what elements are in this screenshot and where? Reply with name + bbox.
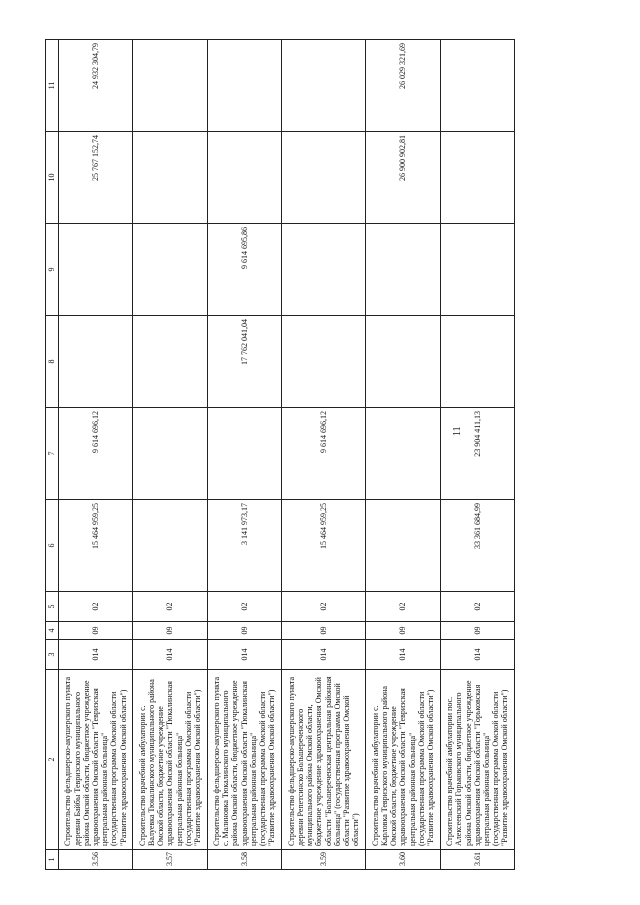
row-code-3: 014	[207, 640, 281, 670]
table-row	[133, 40, 207, 870]
row-amount-11	[133, 40, 207, 132]
row-code-3: 014	[133, 640, 207, 670]
table-row	[59, 40, 133, 870]
table-row	[281, 40, 365, 870]
row-description: Строительство фельдшерско-акушерского пункта деревни Репетсинско Большереченского муниципального района Омской области, бюджетное учреждение здравоохранения Омской области "Большереченская центральная районная больница" (государственная программа Омской области "Развитие здравоохранения Омской области")	[281, 670, 365, 850]
row-code-5: 02	[440, 592, 514, 622]
row-code-5: 02	[207, 592, 281, 622]
col-header-10: 10	[46, 132, 59, 224]
row-amount-9	[440, 224, 514, 316]
row-amount-6: 33 361 684,99	[440, 500, 514, 592]
budget-table	[45, 39, 515, 870]
row-code-4: 09	[207, 622, 281, 640]
row-amount-8: 17 762 041,04	[207, 316, 281, 408]
row-code-5: 02	[133, 592, 207, 622]
row-amount-11	[281, 40, 365, 132]
row-description: Строительство фельдшерско-акушерского пункта с. Малиновка Тюкалинского муниципального района Омской области, бюджетное учреждение здравоохранения Омской области "Тюкалинская центральная районная больница" (государственная программа Омской области "Развитие здравоохранения Омской области")	[207, 670, 281, 850]
row-number: 3.58	[207, 850, 281, 870]
row-code-4: 09	[133, 622, 207, 640]
row-description: Строительство врачебной амбулатории с. Карловка Тевризского муниципального района Омской области, бюджетное учреждение здравоохранения Омской области "Тевризская центральная районная больница" (государственная программа Омской области "Развитие здравоохранения Омской области")	[366, 670, 440, 850]
rotated-page	[45, 40, 515, 870]
row-amount-7	[366, 408, 440, 500]
row-amount-7: 9 614 696,12	[281, 408, 365, 500]
row-amount-8	[440, 316, 514, 408]
table-row	[366, 40, 440, 870]
row-amount-10	[440, 132, 514, 224]
row-amount-8	[281, 316, 365, 408]
row-description: Строительство врачебной амбулатории пос. Алексеевский Горьковского муниципального района Омской области, бюджетное учреждение здравоохранения Омской области "Горьковская центральная районная больница" (государственная программа Омской области "Развитие здравоохранения Омской области")	[440, 670, 514, 850]
row-code-3: 014	[440, 640, 514, 670]
row-amount-9	[133, 224, 207, 316]
table-row	[207, 40, 281, 870]
row-amount-9	[281, 224, 365, 316]
row-code-4: 09	[440, 622, 514, 640]
row-code-5: 02	[366, 592, 440, 622]
row-code-4: 09	[281, 622, 365, 640]
row-amount-7: 9 614 696,12	[59, 408, 133, 500]
page-number: 11	[452, 426, 463, 436]
row-amount-10: 25 767 152,74	[59, 132, 133, 224]
col-header-3: 3	[46, 640, 59, 670]
row-amount-7	[133, 408, 207, 500]
row-code-4: 09	[366, 622, 440, 640]
col-header-5: 5	[46, 592, 59, 622]
row-amount-10	[281, 132, 365, 224]
col-header-9: 9	[46, 224, 59, 316]
row-code-5: 02	[59, 592, 133, 622]
row-amount-10: 26 900 902,81	[366, 132, 440, 224]
row-amount-6: 15 464 959,25	[59, 500, 133, 592]
col-header-7: 7	[46, 408, 59, 500]
row-amount-8	[59, 316, 133, 408]
row-number: 3.61	[440, 850, 514, 870]
row-amount-8	[133, 316, 207, 408]
row-code-4: 09	[59, 622, 133, 640]
header-row	[46, 40, 59, 870]
row-amount-10	[133, 132, 207, 224]
col-header-11: 11	[46, 40, 59, 132]
row-code-3: 014	[281, 640, 365, 670]
row-code-5: 02	[281, 592, 365, 622]
row-amount-6	[133, 500, 207, 592]
row-amount-9	[59, 224, 133, 316]
row-code-3: 014	[59, 640, 133, 670]
row-code-3: 014	[366, 640, 440, 670]
row-description: Строительство фельдшерско-акушерского пункта деревни Байбы Тевризского муниципального района Омской области, бюджетное учреждение здравоохранения Омской области "Тевризская центральная районная больница" (государственная программа Омской области "Развитие здравоохранения Омской области")	[59, 670, 133, 850]
row-amount-7: 23 904 411,13	[440, 408, 514, 500]
row-number: 3.56	[59, 850, 133, 870]
col-header-8: 8	[46, 316, 59, 408]
col-header-2: 2	[46, 670, 59, 850]
row-number: 3.59	[281, 850, 365, 870]
row-amount-9	[366, 224, 440, 316]
col-header-6: 6	[46, 500, 59, 592]
col-header-4: 4	[46, 622, 59, 640]
row-number: 3.57	[133, 850, 207, 870]
row-amount-7	[207, 408, 281, 500]
row-amount-8	[366, 316, 440, 408]
col-header-1: 1	[46, 850, 59, 870]
row-amount-10	[207, 132, 281, 224]
row-amount-6	[366, 500, 440, 592]
table-row	[440, 40, 514, 870]
row-amount-11	[207, 40, 281, 132]
row-amount-11: 26 029 321,69	[366, 40, 440, 132]
row-amount-9: 9 614 695,86	[207, 224, 281, 316]
row-description: Строительство врачебной амбулатории с. Валуевка Тюкалинского муниципального района Омской области, бюджетное учреждение здравоохранения Омской области "Тюкалинская центральная районная больница" (государственная программа Омской области "Развитие здравоохранения Омской области")	[133, 670, 207, 850]
row-amount-6: 3 141 973,17	[207, 500, 281, 592]
row-amount-11: 24 932 304,79	[59, 40, 133, 132]
row-number: 3.60	[366, 850, 440, 870]
row-amount-6: 15 464 959,25	[281, 500, 365, 592]
row-amount-11	[440, 40, 514, 132]
